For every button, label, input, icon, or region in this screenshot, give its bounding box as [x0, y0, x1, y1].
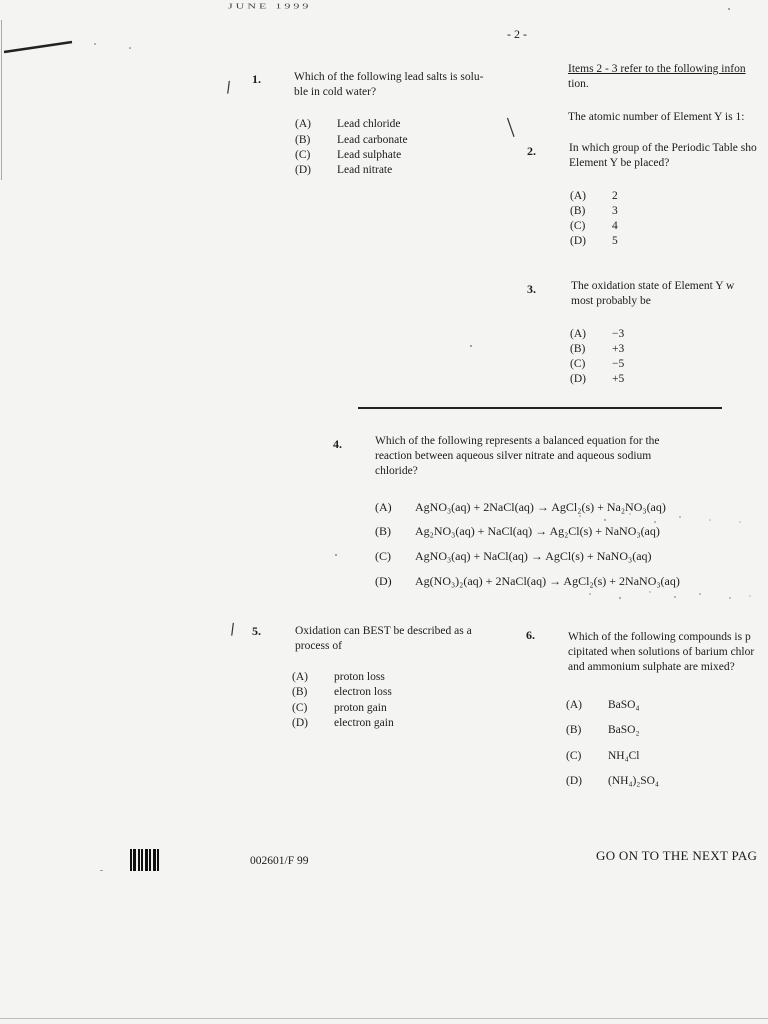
option-text: Lead sulphate [337, 149, 402, 161]
question-line: reaction between aqueous silver nitrate and aqueous sodium [375, 450, 652, 462]
equation-text: Ag₂NO₃(aq) + NaCl(aq) → Ag₂Cl(s) + NaNO₃(aq) [415, 524, 660, 538]
question-text [295, 624, 472, 654]
option-text: Lead chloride [337, 118, 401, 130]
equation-text: AgNO₃(aq) + 2NaCl(aq) → AgCl₂(s) + Na₂NO₃(aq) [415, 500, 666, 514]
option-letter: (C) [566, 750, 582, 762]
answer-option [570, 204, 618, 219]
question-line: ble in cold water? [294, 86, 377, 98]
answer-option [570, 342, 624, 357]
question-text [294, 70, 514, 100]
question-line: chloride? [375, 465, 418, 477]
option-letter: (C) [570, 220, 586, 232]
tick-mark-icon: / [501, 113, 520, 141]
question-number: 5. [252, 624, 261, 638]
option-text: 2 [612, 190, 618, 202]
question-text [568, 630, 754, 675]
intro-line: tion. [568, 78, 589, 90]
option-text: Lead nitrate [337, 164, 393, 176]
option-letter: (A) [295, 118, 311, 130]
option-text: Lead carbonate [337, 134, 408, 146]
option-letter: (B) [295, 134, 311, 146]
intro-fact: The atomic number of Element Y is 1: [568, 111, 745, 123]
question-line: Which of the following compounds is p [568, 631, 751, 643]
option-letter: (A) [566, 699, 582, 711]
question-line: Element Y be placed? [569, 157, 670, 169]
option-text: −3 [612, 328, 625, 340]
question-line: most probably be [571, 295, 651, 307]
option-letter: (C) [570, 358, 586, 370]
question-line: Oxidation can BEST be described as a [295, 625, 472, 637]
option-letter: (D) [570, 373, 586, 385]
option-text: +3 [612, 343, 625, 355]
tick-mark-icon: / [228, 619, 237, 639]
scan-speck [335, 554, 337, 556]
option-text: NH₄Cl [608, 750, 640, 762]
answer-option [570, 219, 618, 234]
question-number: 1. [252, 72, 261, 86]
left-edge-mark [1, 20, 2, 180]
question-line: The oxidation state of Element Y w [571, 280, 735, 292]
option-text: −5 [612, 358, 625, 370]
answer-option [292, 685, 392, 700]
question-line: cipitated when solutions of barium chlor [568, 646, 755, 658]
intro-line [568, 62, 768, 77]
question-text [571, 279, 734, 309]
answer-option [295, 117, 401, 132]
answer-option [566, 774, 659, 789]
option-letter: (D) [570, 235, 586, 247]
option-text: +5 [612, 373, 625, 385]
question-text [569, 141, 757, 171]
option-letter: (D) [566, 775, 582, 787]
option-letter: (A) [375, 500, 392, 514]
option-text: 4 [612, 220, 618, 232]
question-text [375, 434, 660, 479]
question-number: 2. [527, 144, 536, 158]
question-number: 6. [526, 628, 535, 642]
scan-edge-line [0, 1018, 768, 1019]
option-text: 3 [612, 205, 618, 217]
option-text: proton loss [334, 671, 385, 683]
question-line: Which of the following lead salts is solu- [294, 71, 484, 83]
option-letter: (C) [375, 549, 391, 563]
scan-speck [100, 870, 103, 871]
top-handwriting: JUNE 1999 [228, 2, 312, 11]
answer-option [566, 723, 640, 738]
equation-text: Ag(NO₃)₂(aq) + 2NaCl(aq) → AgCl₂(s) + 2NaNO₃(aq) [415, 574, 680, 588]
paper-code: 002601/F 99 [250, 855, 309, 867]
answer-option [295, 163, 392, 178]
option-text: BaSO₂ [608, 724, 640, 736]
option-letter: (B) [570, 343, 586, 355]
barcode-icon [130, 849, 159, 871]
scan-speck [470, 345, 472, 347]
question-line: and ammonium sulphate are mixed? [568, 661, 735, 673]
option-letter: (B) [570, 205, 586, 217]
scan-speck [728, 8, 730, 10]
option-letter: (B) [292, 686, 308, 698]
option-letter: (A) [292, 671, 308, 683]
margin-pen-stroke [0, 30, 140, 60]
scan-noise [560, 508, 768, 608]
option-text: proton gain [334, 702, 387, 714]
option-letter: (C) [292, 702, 308, 714]
option-text: 5 [612, 235, 618, 247]
answer-option [570, 372, 624, 387]
answer-option [566, 749, 640, 764]
answer-option [292, 701, 387, 716]
answer-option [570, 357, 624, 372]
answer-option [570, 189, 618, 204]
option-letter: (A) [570, 328, 586, 340]
question-number: 3. [527, 282, 536, 296]
answer-option [292, 670, 385, 685]
answer-option [570, 234, 618, 249]
question-number: 4. [333, 437, 342, 451]
option-text: (NH₄)₂SO₄ [608, 775, 659, 787]
question-line: process of [295, 640, 342, 652]
option-text: BaSO₄ [608, 699, 640, 711]
option-letter: (D) [292, 717, 308, 729]
question-line: In which group of the Periodic Table sho [569, 142, 757, 154]
option-text: electron loss [334, 686, 392, 698]
tick-mark-icon: / [224, 77, 233, 97]
intro-text: Items 2 - 3 refer to the following infon [568, 63, 746, 75]
items-intro [568, 62, 768, 92]
option-letter: (D) [375, 574, 392, 588]
option-letter: (A) [570, 190, 586, 202]
question-line: Which of the following represents a balanced equation for the [375, 435, 660, 447]
equation-text: AgNO₃(aq) + NaCl(aq) → AgCl(s) + NaNO₃(aq) [415, 549, 652, 563]
option-letter: (C) [295, 149, 311, 161]
option-letter: (B) [375, 524, 391, 538]
next-page-notice: GO ON TO THE NEXT PAG [596, 848, 758, 863]
page-number: - 2 - [507, 27, 527, 41]
option-letter: (B) [566, 724, 582, 736]
answer-option [292, 716, 394, 731]
answer-option [295, 133, 408, 148]
answer-option [566, 698, 640, 713]
option-text: electron gain [334, 717, 394, 729]
option-letter: (D) [295, 164, 311, 176]
section-divider [358, 407, 722, 409]
answer-option [295, 148, 401, 163]
answer-option [570, 327, 624, 342]
